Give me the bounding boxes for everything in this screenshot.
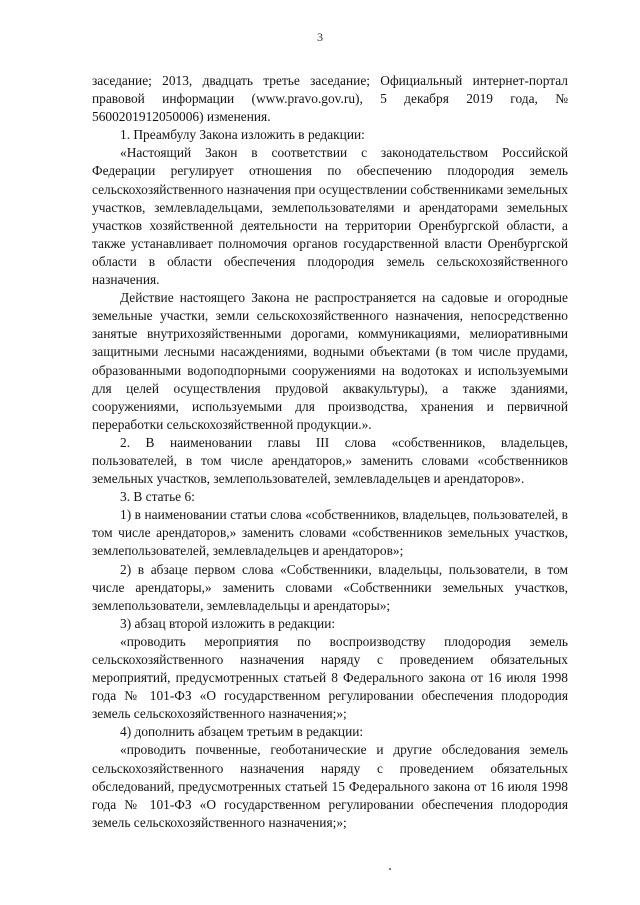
paragraph-subitem-4-quote: «проводить почвенные, геоботанические и другие обследования земель сельскохозяйственного назначения наряду с проведением обязательных обследований, предусмотренных статьей 15 Федерального закона от 16 июля 1998 года № 101-ФЗ «О государственном регулировании обеспечения плодородия земель сельскохозяйственного назначения;»; <box>92 742 568 830</box>
paragraph-continuation: заседание; 2013, двадцать третье заседание; Официальный интернет-портал правовой информации (www.pravo.gov.ru), 5 декабря 2019 года, № 5600201912050006) изменения. <box>92 73 568 125</box>
paragraph-item-2: 2. В наименовании главы III слова «собственников, владельцев, пользователей, в том числе арендаторов,» заменить словами «собственников земельных участков, землепользователей, землевладельцев и арендаторов». <box>92 434 568 487</box>
paragraph-subitem-1: 1) в наименовании статьи слова «собственников, владельцев, пользователей, в том числе арендаторов,» заменить словами «собственников земельных участков, землепользователей, землевладельцев и арендаторов»; <box>92 507 568 559</box>
paragraph-subitem-4: 4) дополнить абзацем третьим в редакции: <box>120 724 364 740</box>
page-number: 3 <box>317 30 323 44</box>
document-body <box>92 72 568 832</box>
paragraph-subitem-2: 2) в абзаце первом слова «Собственники, владельцы, пользователи, в том числе арендаторы,» заменить словами «Собственники земельных участков, землепользователи, землевладельцы и арендаторы»; <box>92 561 568 613</box>
paragraph-preamble-quote: «Настоящий Закон в соответствии с законодательством Российской Федерации регулирует отношения по обеспечению плодородия земель сельскохозяйственного назначения при осуществлении собственниками земельных участков, землевладельцами, землепользователями и арендаторами земельных участков хозяйственной деятельности на территории Оренбургской области, а также устанавливает полномочия органов государственной власти Оренбургской области в области обеспечения плодородия земель сельскохозяйственного назначения. <box>92 145 568 288</box>
paragraph-subitem-3: 3) абзац второй изложить в редакции: <box>120 615 336 631</box>
scan-speck <box>389 868 391 870</box>
paragraph-item-1: 1. Преамбулу Закона изложить в редакции: <box>120 127 365 143</box>
paragraph-preamble-scope: Действие настоящего Закона не распространяется на садовые и огородные земельные участки, земли сельскохозяйственного назначения, непосредственно занятые внутрихозяйственными дорогами, коммуникациями, мелиоративными защитными лесными насаждениями, водными объектами (в том числе прудами, образованными водоподпорными сооружениями на водотоках и используемыми для целей осуществления прудовой аквакультуры), а также зданиями, сооружениями, используемыми для производства, хранения и первичной переработки сельскохозяйственной продукции.». <box>92 290 568 432</box>
paragraph-subitem-3-quote: «проводить мероприятия по воспроизводству плодородия земель сельскохозяйственного назначения наряду с проведением обязательных мероприятий, предусмотренных статьей 8 Федерального закона от 16 июля 1998 года № 101-ФЗ «О государственном регулировании обеспечения плодородия земель сельскохозяйственного назначения;»; <box>92 633 568 722</box>
paragraph-item-3: 3. В статье 6: <box>120 489 195 505</box>
